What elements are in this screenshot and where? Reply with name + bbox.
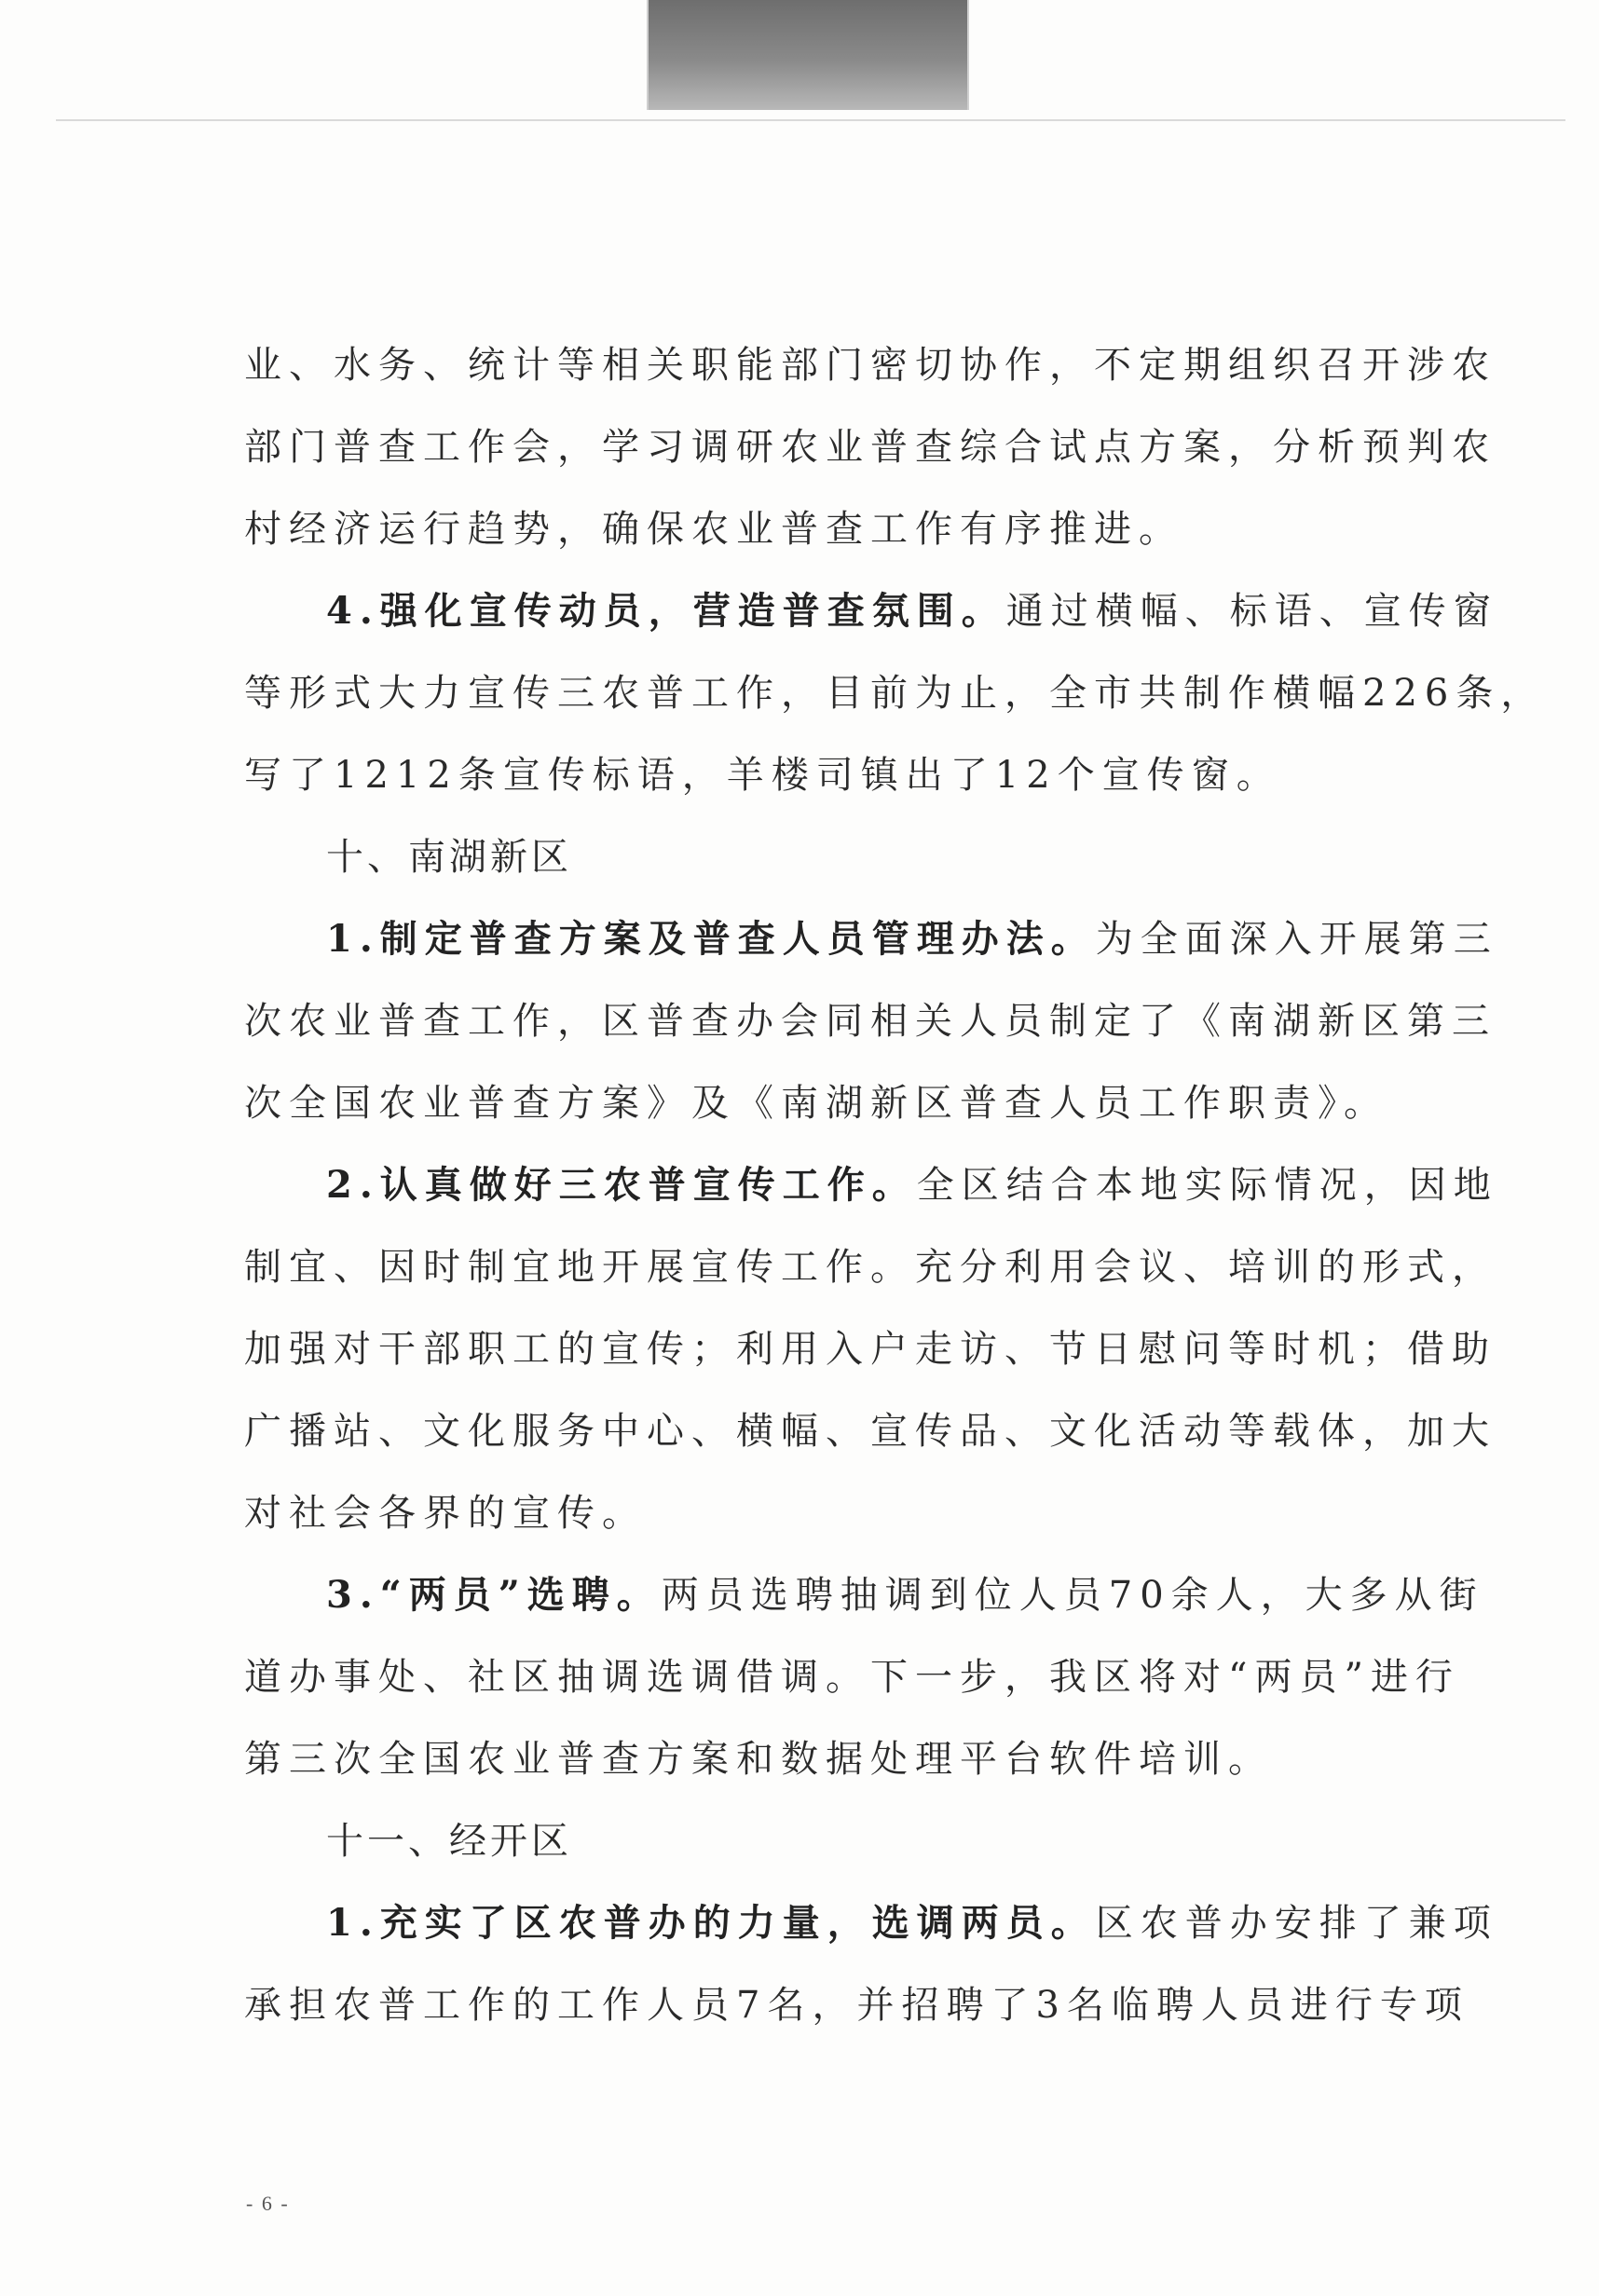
paragraph-text: 两员选聘抽调到位人员70余人，大多从街 (661, 1574, 1484, 1617)
paragraph-heading: 3.“两员”选聘。 (326, 1573, 662, 1617)
paragraph-line: 制宜、因时制宜地开展宣传工作。充分利用会议、培训的形式， (244, 1246, 1496, 1289)
paragraph-line: 道办事处、社区抽调选调借调。下一步，我区将对“两员”进行 (244, 1656, 1460, 1699)
paragraph-line: 承担农普工作的工作人员7名，并招聘了3名临聘人员进行专项 (244, 1984, 1469, 2027)
document-body (244, 324, 1546, 2046)
paragraph-text: 全区结合本地实际情况，因地 (916, 1164, 1498, 1207)
paragraph-text: 通过横幅、标语、宣传窗 (1005, 590, 1498, 633)
paragraph-line: 村经济运行趋势，确保农业普查工作有序推进。 (244, 508, 1183, 551)
paragraph-line: 加强对干部职工的宣传；利用入户走访、节日慰问等时机；借助 (244, 1328, 1496, 1371)
paragraph-first-line (244, 570, 1498, 652)
paragraph-line: 写了1212条宣传标语，羊楼司镇出了12个宣传窗。 (244, 754, 1281, 797)
paragraph-first-line (244, 1554, 1484, 1636)
paragraph-text: 为全面深入开展第三 (1095, 918, 1498, 961)
paragraph-heading: 1.充实了区农普办的力量，选调两员。 (326, 1901, 1096, 1945)
scanner-clip-artifact (647, 0, 969, 110)
paragraph-heading: 1.制定普查方案及普查人员管理办法。 (326, 917, 1096, 961)
paragraph-text: 区农普办安排了兼项 (1095, 1902, 1498, 1945)
paragraph-line: 对社会各界的宣传。 (244, 1492, 647, 1535)
paragraph-line: 广播站、文化服务中心、横幅、宣传品、文化活动等载体，加大 (244, 1410, 1496, 1453)
scanner-edge-line (56, 119, 1565, 121)
section-heading-nanhu: 十、南湖新区 (326, 836, 572, 879)
paragraph-first-line (244, 1144, 1498, 1226)
paragraph-line: 次农业普查工作，区普查办会同相关人员制定了《南湖新区第三 (244, 1000, 1496, 1043)
page-number: - 6 - (246, 2192, 290, 2215)
paragraph-line: 第三次全国农业普查方案和数据处理平台软件培训。 (244, 1738, 1273, 1781)
paragraph-line: 等形式大力宣传三农普工作，目前为止，全市共制作横幅226条， (244, 672, 1546, 715)
paragraph-line: 部门普查工作会，学习调研农业普查综合试点方案，分析预判农 (244, 426, 1496, 469)
paragraph-line: 次全国农业普查方案》及《南湖新区普查人员工作职责》。 (244, 1082, 1388, 1125)
section-heading-jingkai: 十一、经开区 (326, 1820, 572, 1863)
paragraph-first-line (244, 898, 1498, 980)
paragraph-first-line (244, 1882, 1498, 1964)
paragraph-heading: 2.认真做好三农普宣传工作。 (326, 1163, 917, 1207)
paragraph-line: 业、水务、统计等相关职能部门密切协作，不定期组织召开涉农 (244, 344, 1496, 387)
paragraph-heading: 4.强化宣传动员，营造普查氛围。 (326, 589, 1006, 633)
